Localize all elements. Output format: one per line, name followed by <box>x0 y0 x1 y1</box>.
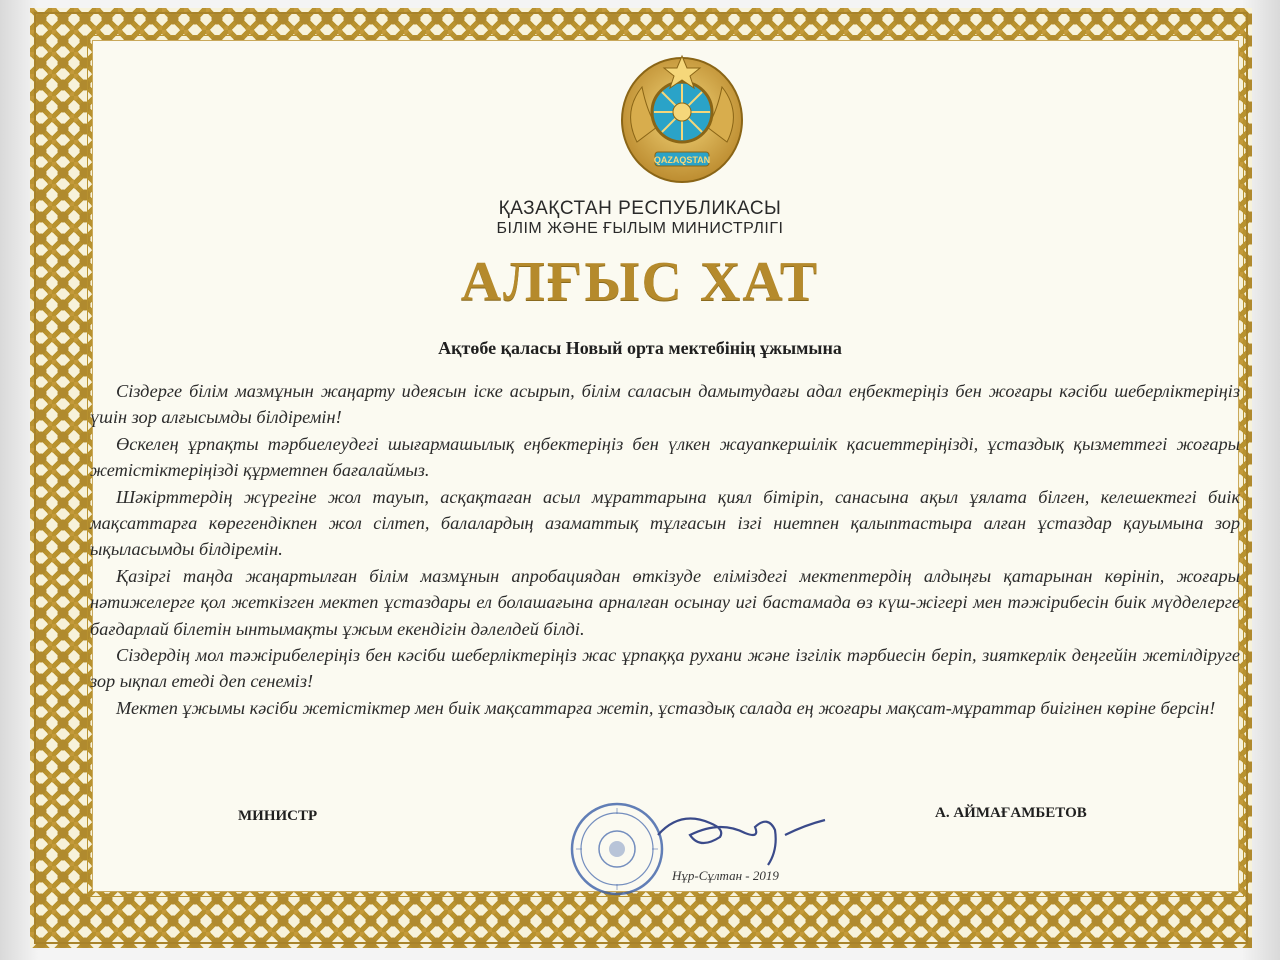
recipient-line: Ақтөбе қаласы Новый орта мектебінің ұжымына <box>438 338 842 358</box>
letter-body <box>90 378 1240 721</box>
paragraph-1: Сіздерге білім мазмұнын жаңарту идеясын іске асырып, білім саласын дамытудағы адал еңбектеріңіз бен жоғары кәсіби шеберліктеріңіз үшін зор алғысымды білдіремін! <box>90 381 1240 428</box>
paragraph-3: Шәкірттердің жүрегіне жол тауып, асқақтаған асыл мұраттарына қиял бітіріп, санасына ақыл ұялата білген, келешектегі биік мақсаттарға көрегендікпен жол сілтеп, балалардың азаматтық тұлғасын ізгі ниетпен қалыптастыра алған ұстаздар қауымына зор ықыласымды білдіремін. <box>90 486 1240 560</box>
place-date: Нұр-Сұлтан - 2019 <box>672 868 779 883</box>
paragraph-4: Қазіргі таңда жаңартылған білім мазмұнын апробациядан өткізуде еліміздегі мектептердің алдыңғы қатарынан көрініп, жоғары нәтижелерге қол жеткізген мектеп ұстаздары ел болашағына арналған осынау игі бастамада өз күш-жігері мен тәжірибесін биік мүдделерге бағдарлай білетін ынтымақты ұжым екендігін дәлелдей білді. <box>90 565 1240 639</box>
emblem-label: QAZAQSTAN <box>653 155 711 165</box>
paragraph-6: Мектеп ұжымы кәсіби жетістіктер мен биік мақсаттарға жетіп, ұстаздық салада ең жоғары мақсат-мұраттар биігінен көріне берсін! <box>116 697 1216 718</box>
signer-title: МИНИСТР <box>238 808 318 824</box>
paragraph-5: Сіздердің мол тәжірибелеріңіз бен кәсіби шеберліктеріңіз жас ұрпаққа рухани және ізгілік тәрбиесін беріп, зияткерлік деңгейін жетілдіруге зор ықпал етеді деп сенеміз! <box>90 645 1240 692</box>
org-name-line1: ҚАЗАҚСТАН РЕСПУБЛИКАСЫ <box>498 198 782 219</box>
signer-name: А. АЙМАҒАМБЕТОВ <box>935 805 1087 821</box>
paragraph-2: Өскелең ұрпақты тәрбиелеудегі шығармашылық еңбектеріңіз бен үлкен жауапкершілік қасиеттеріңізді, ұстаздық қызметтегі жоғары жетістіктеріңізді құрметпен бағалаймыз. <box>90 433 1240 481</box>
org-name-line2: БІЛІМ ЖӘНЕ ҒЫЛЫМ МИНИСТРЛІГІ <box>496 220 784 237</box>
state-emblem-icon <box>607 52 757 187</box>
signature-icon <box>650 805 830 875</box>
certificate-title: АЛҒЫС ХАТ <box>460 251 820 313</box>
